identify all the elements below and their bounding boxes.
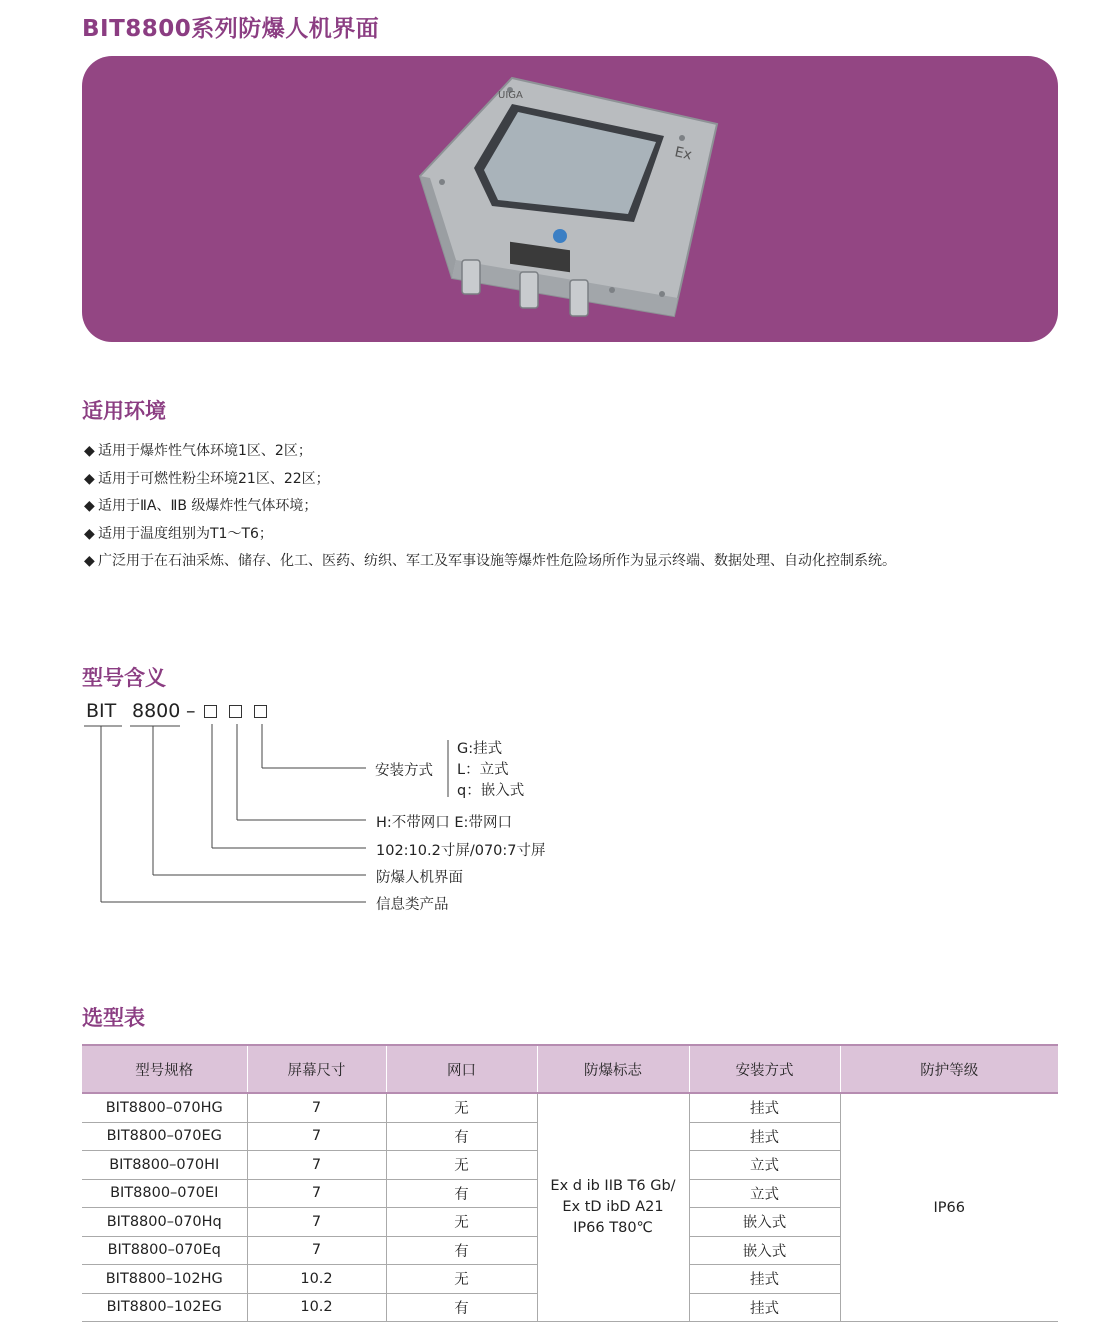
- model-cell: BIT8800–070HG: [82, 1093, 247, 1122]
- mount-cell: 挂式: [689, 1122, 840, 1151]
- model-cell: BIT8800–070EI: [82, 1179, 247, 1208]
- ex-marking-cell: Ex d ib IIB T6 Gb/ Ex tD ibD A21 IP66 T80℃: [537, 1093, 689, 1322]
- selection-table: [82, 1044, 1058, 1322]
- code-box-screen: [229, 705, 242, 718]
- selection-title: 选型表: [82, 1006, 145, 1030]
- port-cell: 有: [386, 1236, 537, 1265]
- port-cell: 有: [386, 1122, 537, 1151]
- install-option: L：立式: [457, 762, 509, 778]
- mount-cell: 嵌入式: [689, 1236, 840, 1265]
- table-header-row: [82, 1045, 1058, 1093]
- code-box-install: [254, 705, 267, 718]
- mount-cell: 挂式: [689, 1265, 840, 1294]
- screen-label: 102:10.2寸屏/070:7寸屏: [376, 843, 546, 859]
- model-cell: BIT8800–070Eq: [82, 1236, 247, 1265]
- mount-cell: 立式: [689, 1151, 840, 1180]
- table-row: [82, 1093, 1058, 1122]
- size-cell: 10.2: [247, 1293, 386, 1322]
- column-header: 屏幕尺寸: [247, 1045, 386, 1093]
- list-item: ◆ 适用于ⅡA、ⅡB 级爆炸性气体环境；: [84, 493, 896, 521]
- port-cell: 无: [386, 1151, 537, 1180]
- size-cell: 10.2: [247, 1265, 386, 1294]
- environment-title: 适用环境: [82, 399, 166, 423]
- device-ex-mark: Ex: [673, 144, 694, 164]
- model-cell: BIT8800–070HI: [82, 1151, 247, 1180]
- size-cell: 7: [247, 1236, 386, 1265]
- bullet-icon: ◆: [84, 443, 95, 459]
- list-item: ◆ 适用于温度组别为T1～T6；: [84, 521, 896, 549]
- code-prefix: BIT: [86, 700, 117, 722]
- port-cell: 无: [386, 1208, 537, 1237]
- bullet-icon: ◆: [84, 553, 95, 569]
- bullet-icon: ◆: [84, 525, 95, 542]
- model-cell: BIT8800–102EG: [82, 1293, 247, 1322]
- install-label: 安装方式: [375, 763, 433, 779]
- list-item: ◆ 广泛用于在石油采炼、储存、化工、医药、纺织、军工及军事设施等爆炸性危险场所作为显示终端、数据处理、自动化控制系统。: [84, 548, 896, 576]
- bullet-icon: ◆: [84, 498, 95, 514]
- bullet-icon: ◆: [84, 470, 95, 487]
- port-cell: 无: [386, 1265, 537, 1294]
- mount-cell: 挂式: [689, 1093, 840, 1122]
- size-cell: 7: [247, 1122, 386, 1151]
- port-cell: 无: [386, 1093, 537, 1122]
- size-cell: 7: [247, 1151, 386, 1180]
- column-header: 安装方式: [689, 1045, 840, 1093]
- list-item: ◆ 适用于可燃性粉尘环境21区、22区；: [84, 466, 896, 494]
- model-cell: BIT8800–070EG: [82, 1122, 247, 1151]
- model-cell: BIT8800–070Hq: [82, 1208, 247, 1237]
- mount-cell: 立式: [689, 1179, 840, 1208]
- size-cell: 7: [247, 1093, 386, 1122]
- mount-cell: 挂式: [689, 1293, 840, 1322]
- code-dash: –: [186, 700, 196, 722]
- port-cell: 有: [386, 1179, 537, 1208]
- device-brand-text: UIGA: [498, 90, 523, 101]
- mount-cell: 嵌入式: [689, 1208, 840, 1237]
- port-cell: 有: [386, 1293, 537, 1322]
- column-header: 网口: [386, 1045, 537, 1093]
- network-label: H:不带网口 E:带网口: [376, 815, 512, 831]
- model-cell: BIT8800–102HG: [82, 1265, 247, 1294]
- protection-cell: IP66: [840, 1093, 1058, 1322]
- list-item: ◆ 适用于爆炸性气体环境1区、2区；: [84, 438, 896, 466]
- install-option: q：嵌入式: [457, 783, 525, 799]
- page-title: BIT8800系列防爆人机界面: [82, 16, 380, 42]
- code-series: 8800: [132, 700, 181, 722]
- column-header: 防护等级: [840, 1045, 1058, 1093]
- model-meaning-title: 型号含义: [82, 666, 166, 690]
- column-header: 防爆标志: [537, 1045, 689, 1093]
- category-label: 信息类产品: [376, 897, 449, 913]
- install-option: G:挂式: [457, 741, 503, 757]
- size-cell: 7: [247, 1208, 386, 1237]
- product-label: 防爆人机界面: [376, 870, 463, 886]
- code-box-network: [204, 705, 217, 718]
- size-cell: 7: [247, 1179, 386, 1208]
- column-header: 型号规格: [82, 1045, 247, 1093]
